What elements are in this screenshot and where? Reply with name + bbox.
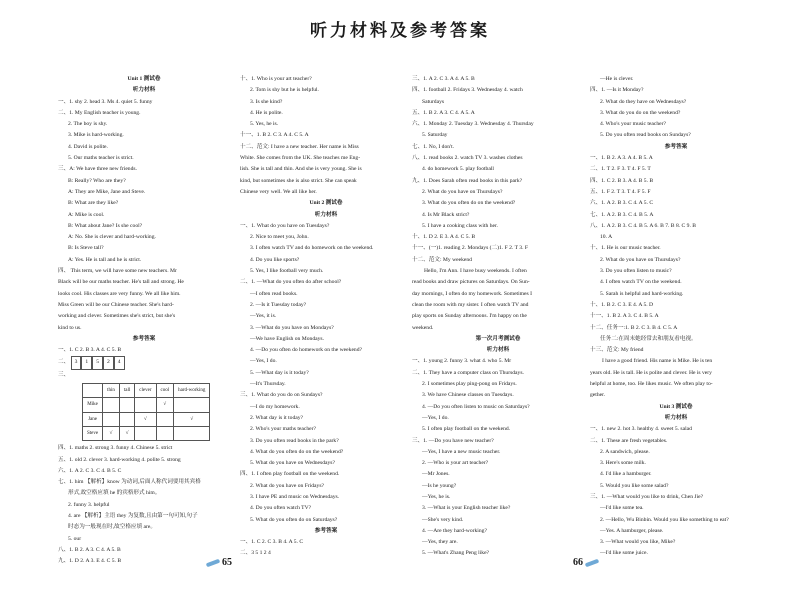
table-cell: Jane — [83, 412, 103, 426]
text-line: A: Yes. He is tall and he is strict. — [68, 256, 142, 263]
text-line: 九、1. D 2. A 3. E 4. C 5. B — [58, 558, 122, 565]
page-number-text: 65 — [222, 557, 232, 568]
page-number-left — [204, 557, 232, 568]
text-line: 5. Yes, I like football very much. — [250, 268, 324, 275]
text-line: 2. What do you have on Fridays? — [250, 482, 324, 489]
text-line: 一、1. C 2. C 3. B 4. A 5. C — [240, 539, 304, 546]
column-3 — [412, 74, 584, 560]
table-cell — [156, 412, 174, 426]
text-line: kind to us. — [58, 324, 82, 331]
text-line: 十、1. B 2. C 3. E 4. A 5. D — [590, 301, 654, 308]
text-line: 2. The boy is shy. — [68, 121, 108, 128]
text-line: 5. What do you have on Wednesdays? — [250, 460, 335, 467]
text-line: play sports on Sunday afternoons. I'm happy on the — [412, 313, 527, 320]
table-cell — [103, 412, 120, 426]
text-line: 2. Tom is shy but he is helpful. — [250, 87, 319, 94]
section-heading: 第一次月考测试卷 — [475, 335, 521, 342]
text-line: 5. Our maths teacher is strict. — [68, 155, 134, 162]
text-line: clean the room with my sister. I often watch TV and — [412, 301, 529, 308]
text-line: Black will be our maths teacher. He's tall and strong. He — [58, 279, 184, 286]
table-cell: √ — [119, 426, 134, 440]
answer-table — [82, 383, 210, 441]
text-line: 三、A: We have three new friends. — [58, 166, 137, 173]
text-line: 十一、1. B 2. A 3. C 4. B 5. A — [590, 313, 659, 320]
text-line: 七、1. him 【解析】know 为动词,后面人称代词要用其宾格 — [58, 479, 201, 486]
text-line: 八、1. read books 2. watch TV 3. washes clothes — [412, 155, 523, 162]
text-line: 十一、(一)1. reading 2. Mondays (二)1. F 2. T 3. F — [412, 245, 529, 252]
text-line: 六、1. A 2. C 3. C 4. B 5. C — [58, 467, 122, 474]
text-line: 5. Do you often read books on Sundays? — [600, 132, 691, 139]
page-number-right — [573, 557, 601, 568]
text-line: 2. funny 3. helpful — [68, 501, 110, 508]
text-line: 二、1. My English teacher is young. — [58, 109, 141, 116]
text-line: 3. We have Chinese classes on Tuesdays. — [422, 392, 514, 399]
text-line: 二、1. T 2. F 3. T 4. F 5. T — [590, 166, 651, 173]
text-line: 三、1. A 2. C 3. A 4. A 5. B — [412, 76, 475, 82]
text-line: 三、1. —What would you like to drink, Chen Jie? — [590, 493, 704, 500]
section-heading: Unit 2 测试卷 — [309, 200, 343, 207]
text-line: 2. Who's your maths teacher? — [250, 426, 316, 433]
table-cell: √ — [135, 412, 156, 426]
text-line: A: They are Mike, Jane and Steve. — [68, 188, 146, 195]
text-line: —It's Thursday. — [250, 381, 286, 388]
text-line: —Mr Jones. — [422, 471, 450, 478]
section-heading: 参考答案 — [664, 143, 688, 150]
text-line: 4. He is polite. — [250, 109, 283, 116]
section-heading: 听力材料 — [664, 414, 688, 421]
text-line: 十三、范文: My friend — [590, 347, 644, 354]
text-line: 二、1. These are fresh vegetables. — [590, 437, 668, 444]
box-answer-line: 二、 3 1 5 2 4 — [58, 356, 230, 369]
table-cell: √ — [103, 426, 120, 440]
text-line: —Yes, I do. — [250, 358, 277, 365]
text-line: kind, but sometimes she is also strict. She can speak — [240, 177, 357, 184]
text-line: 二、3 5 1 2 4 — [240, 550, 271, 557]
text-line: 3. What do you do on the weekend? — [600, 109, 681, 116]
text-line: 5. our — [68, 535, 82, 542]
text-line: 5. Yes, he is. — [250, 121, 279, 128]
table-cell — [135, 398, 156, 412]
table-cell: √ — [174, 412, 210, 426]
text-line: 3. What do you often do on the weekend? — [422, 200, 516, 207]
table-header: hard-working — [174, 384, 210, 398]
section-heading: 参考答案 — [132, 335, 156, 342]
text-line: 一、1. B 2. A 3. A 4. B 5. A — [590, 155, 653, 162]
text-line: 2. —Who is your art teacher? — [422, 460, 489, 467]
text-line: lish. She is tall and thin. And she is very young. She is — [240, 166, 362, 173]
text-line: 2. What do you have on Thursdays? — [600, 256, 681, 263]
text-line: —Yes, they are. — [422, 539, 458, 546]
box-cell: 3 — [71, 356, 82, 369]
text-line: 5. Would you like some salad? — [600, 482, 669, 489]
text-line: 4. Who's your music teacher? — [600, 121, 666, 128]
text-line: 九、1. Does Sarah often read books in this park? — [412, 177, 523, 184]
text-line: 一、1. What do you have on Tuesdays? — [240, 222, 330, 229]
text-line: 5. Sarah is helpful and hard-working. — [600, 290, 684, 297]
text-line: —I do my homework. — [250, 403, 300, 410]
text-line: 2. What day is it today? — [250, 414, 304, 421]
text-line: 5. —What day is it today? — [250, 369, 309, 376]
text-line: years old. He is tall. He is polite and clever. He is very — [590, 369, 712, 376]
box-cell: 1 — [81, 356, 92, 369]
table-cell — [103, 398, 120, 412]
text-line: B: What about Jane? Is she cool? — [68, 222, 143, 229]
text-line: 3. —What would you like, Mike? — [600, 539, 676, 546]
text-line: 4. —Do you often do homework on the weekend? — [250, 347, 363, 354]
text-line: A: Mike is cool. — [68, 211, 105, 218]
text-line: 4. —Do you often listen to music on Saturdays? — [422, 403, 530, 410]
text-line: —We have English on Mondays. — [250, 335, 324, 342]
text-line: 十二、范文: I have a new teacher. Her name is Miss — [240, 143, 359, 150]
text-line: B: Really? Who are they? — [68, 177, 126, 184]
text-line: 4. I often watch TV on the weekend. — [600, 279, 682, 286]
text-line: 3. Do you often read books in the park? — [250, 437, 339, 444]
text-line: A: No. She is clever and hard-working. — [68, 234, 156, 241]
text-line: 2. I sometimes play ping-pong on Fridays. — [422, 381, 517, 388]
text-line: 三、1. What do you do on Sundays? — [240, 392, 323, 399]
text-line: 4. Do you like sports? — [250, 256, 300, 263]
section-heading: Unit 1 测试卷 — [127, 76, 161, 82]
table-header — [83, 384, 103, 398]
section-heading: Unit 3 测试卷 — [659, 403, 693, 410]
table-row — [83, 398, 210, 412]
text-line: 六、1. A 2. B 3. C 4. A 5. C — [590, 200, 654, 207]
table-header: clever — [135, 384, 156, 398]
text-line: —I often read books. — [250, 290, 298, 297]
text-line: 2. —Is it Tuesday today? — [250, 301, 307, 308]
text-line: —I'd like some tea. — [600, 505, 644, 512]
section-heading: 听力材料 — [486, 347, 510, 354]
text-line: 一、1. new 2. hot 3. healthy 4. sweet 5. salad — [590, 426, 692, 433]
section-heading: 听力材料 — [314, 211, 338, 218]
text-line: 5. I have a cooking class with her. — [422, 222, 498, 229]
text-line: —Yes, I do. — [422, 414, 449, 421]
text-line: 4. do homework 5. play football — [422, 166, 494, 173]
text-line: 四、1. football 2. Fridays 3. Wednesday 4. watch — [412, 87, 523, 94]
text-line: 十二、范文: My weekend — [412, 256, 472, 263]
column-2 — [240, 74, 412, 560]
leaf-icon — [585, 558, 600, 567]
text-line: 5. Saturday — [422, 132, 448, 139]
page-title: 听力材料及参考答案 — [310, 21, 490, 40]
table-label: 三、 — [58, 371, 70, 378]
column-1 — [58, 74, 230, 567]
text-line: —She's very kind. — [422, 516, 464, 523]
text-line: 2. What do they have on Wednesdays? — [600, 98, 687, 105]
text-line: 四、 This term, we will have some new teachers. Mr — [58, 268, 177, 275]
text-line: 四、1. I often play football on the weekend. — [240, 471, 340, 478]
text-line: 5. What do you often do on Saturdays? — [250, 516, 338, 523]
box-cell: 4 — [114, 356, 125, 369]
text-line: 十二、任务一:1. B 2. C 3. B 4. C 5. A — [590, 324, 678, 331]
text-line: 2. Nice to meet you, John. — [250, 234, 309, 241]
text-line: 3. —What do you have on Mondays? — [250, 324, 334, 331]
table-cell — [174, 426, 210, 440]
text-line: 五、1. old 2. clever 3. hard-working 4. polite 5. strong — [58, 456, 181, 463]
text-line: 十、1. D 2. E 3. A 4. C 5. B — [412, 234, 476, 241]
table-row — [83, 412, 210, 426]
text-line: —Yes, it is. — [250, 313, 277, 320]
table-cell — [119, 398, 134, 412]
text-line: 2. —Hello, Wu Binbin. Would you like something to eat? — [600, 516, 729, 523]
section-heading: 听力材料 — [132, 87, 156, 94]
table-row — [83, 426, 210, 440]
text-line: 4. What do you often do on the weekend? — [250, 448, 344, 455]
text-line: Saturdays — [422, 98, 445, 105]
text-line: 四、1. —Is it Monday? — [590, 87, 644, 94]
table-cell: √ — [156, 398, 174, 412]
text-line: 3. —What is your English teacher like? — [422, 505, 511, 512]
text-line: —He is clever. — [600, 76, 634, 82]
table-header: thin — [103, 384, 120, 398]
text-line: Chinese very well. We all like her. — [240, 188, 317, 195]
text-line: 形式,故空格应填 he 的宾格形式 him。 — [68, 490, 161, 497]
text-line: 5. I often play football on the weekend. — [422, 426, 511, 433]
text-line: I have a good friend. His name is Mike. He is ten — [602, 358, 713, 365]
text-line: 4. Is Mr Black strict? — [422, 211, 470, 218]
box-cell: 2 — [103, 356, 114, 369]
text-line: 十、1. He is our music teacher. — [590, 245, 661, 252]
text-line: 一、1. shy 2. head 3. Ms 4. quiet 5. funny — [58, 98, 153, 105]
text-line: gether. — [590, 392, 606, 399]
text-line: B: What are they like? — [68, 200, 119, 207]
text-line: 4. David is polite. — [68, 143, 108, 150]
text-line: 六、1. Monday 2. Tuesday 3. Wednesday 4. Thursday — [412, 121, 534, 128]
text-line: 4. are 【解析】主语 they 为复数,且由第一句可知,句子 — [68, 512, 198, 519]
text-line: 4. Do you often watch TV? — [250, 505, 312, 512]
text-line: White. She comes from the UK. She teaches me Eng- — [240, 155, 361, 162]
text-line: looks cool. His classes are very funny. We all like him. — [58, 290, 181, 297]
page-number-text: 66 — [573, 557, 583, 568]
table-cell — [119, 412, 134, 426]
text-line: weekend. — [412, 324, 434, 331]
text-line: Hello, I'm Ann. I have busy weekends. I often — [424, 268, 527, 275]
text-line: 3. I often watch TV and do homework on the weekend. — [250, 245, 374, 252]
text-line: 七、1. No, I don't. — [412, 143, 455, 150]
text-line: 一、1. young 2. funny 3. what 4. who 5. Mr — [412, 358, 512, 365]
column-4 — [590, 74, 762, 560]
text-line: read books and draw pictures on Saturdays. On Sun- — [412, 279, 530, 286]
table-cell: Steve — [83, 426, 103, 440]
text-line: 3. Is she kind? — [250, 98, 283, 105]
text-line: 3. Mike is hard-working. — [68, 132, 124, 139]
text-line: 五、1. B 2. A 3. C 4. A 5. A — [412, 109, 475, 116]
text-line: 10. A — [600, 234, 613, 241]
leaf-icon — [206, 558, 221, 567]
text-line: —I'd like some juice. — [600, 550, 648, 557]
text-line: 时态为一般现在时,故空格应填 are。 — [68, 524, 156, 531]
table-cell — [156, 426, 174, 440]
table-cell — [135, 426, 156, 440]
text-line: 四、1. C 2. B 3. A 4. B 5. B — [590, 177, 654, 184]
text-line: 二、1. —What do you often do after school? — [240, 279, 342, 286]
text-line: day mornings, I often do my homework. Sometimes I — [412, 290, 532, 297]
text-line: 任务二:在周末她经常去和朋友看电视。 — [600, 335, 697, 342]
section-heading: 参考答案 — [314, 527, 338, 534]
text-line: 二、1. They have a computer class on Thursdays. — [412, 369, 524, 376]
text-line: 十一、1. B 2. C 3. A 4. C 5. A — [240, 132, 309, 139]
text-line: —Is he young? — [422, 482, 457, 489]
text-line: 2. What do you have on Thursdays? — [422, 188, 503, 195]
text-line: 七、1. A 2. B 3. C 4. B 5. A — [590, 211, 654, 218]
box-cell: 5 — [92, 356, 103, 369]
text-line: 三、1. —Do you have new teacher? — [412, 437, 494, 444]
text-line: —Yes, he is. — [422, 493, 451, 500]
text-line: 4. —Are they hard-working? — [422, 527, 487, 534]
text-line: 4. I'd like a hamburger. — [600, 471, 652, 478]
text-line: 八、1. B 2. A 3. C 4. A 5. B — [58, 546, 121, 553]
text-line: 3. Do you often listen to music? — [600, 268, 672, 275]
text-line: working and clever. Sometimes she's strict, but she's — [58, 313, 176, 320]
table-cell — [174, 398, 210, 412]
text-line: 八、1. A 2. B 3. C 4. B 5. A 6. B 7. B 8. C 9. B — [590, 222, 696, 229]
table-header: tall — [119, 384, 134, 398]
table-cell: Mike — [83, 398, 103, 412]
text-line: 5. —What's Zhang Peng like? — [422, 550, 490, 557]
table-header: cool — [156, 384, 174, 398]
text-line: Miss Green will be our Chinese teacher. She's hard- — [58, 301, 174, 308]
text-line: 2. A sandwich, please. — [600, 448, 650, 455]
text-line: 五、1. F 2. T 3. T 4. F 5. F — [590, 188, 651, 195]
text-line: helpful at home, too. He likes music. We often play to- — [590, 381, 713, 388]
text-line: 一、1. C 2. B 3. A 4. C 5. B — [58, 347, 122, 354]
text-line: B: Is Steve tall? — [68, 245, 104, 252]
text-line: —Yes. A hamburger, please. — [600, 527, 664, 534]
text-line: 3. Here's some milk. — [600, 460, 646, 467]
text-line: —Yes, I have a new music teacher. — [422, 448, 501, 455]
text-line: 四、1. maths 2. strong 3. funny 4. Chinese 5. strict — [58, 445, 173, 452]
text-line: 十、1. Who is your art teacher? — [240, 76, 312, 82]
text-line: 3. I have PE and music on Wednesdays. — [250, 493, 340, 500]
